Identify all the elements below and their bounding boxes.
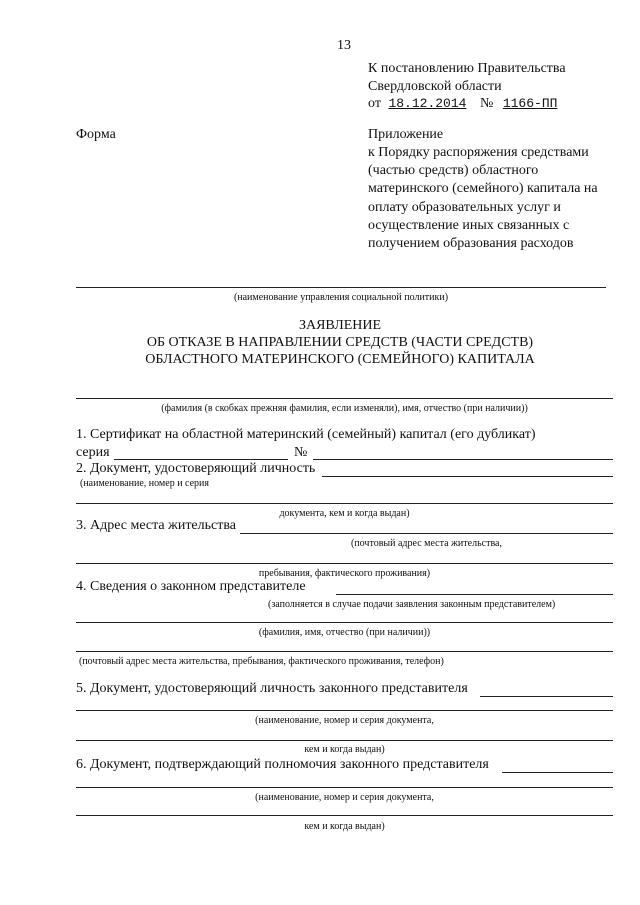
identity-document-caption-2: документа, кем и когда выдан): [279, 508, 410, 519]
address-field[interactable]: [240, 533, 613, 534]
representative-id-caption-2: кем и когда выдан): [304, 744, 385, 755]
series-field[interactable]: [114, 459, 288, 460]
representative-address-field[interactable]: [76, 651, 613, 652]
identity-document-caption-1: (наименование, номер и серия: [80, 478, 209, 489]
series-label: серия: [76, 445, 110, 460]
appendix-line: оплату образовательных услуг и: [368, 199, 561, 215]
authority-document-caption-1: (наименование, номер и серия документа,: [255, 792, 434, 803]
applicant-name-line[interactable]: [76, 398, 613, 399]
representative-id-caption-1: (наименование, номер и серия документа,: [255, 715, 434, 726]
item-3-address: 3. Адрес места жительства: [76, 518, 236, 533]
certificate-number-field[interactable]: [313, 459, 613, 460]
document-title-3: ОБЛАСТНОГО МАТЕРИНСКОГО (СЕМЕЙНОГО) КАПИТАЛА: [145, 352, 535, 367]
representative-field[interactable]: [336, 594, 613, 595]
item-6-authority-document: 6. Документ, подтверждающий полномочия законного представителя: [76, 757, 489, 772]
document-title-1: ЗАЯВЛЕНИЕ: [298, 318, 382, 333]
item-4-legal-representative: 4. Сведения о законном представителе: [76, 579, 306, 594]
identity-document-field[interactable]: [322, 476, 613, 477]
appendix-line: материнского (семейного) капитала на: [368, 181, 598, 197]
representative-name-field[interactable]: [76, 622, 613, 623]
resolution-line-1: К постановлению Правительства: [368, 61, 566, 76]
item-2-identity-document: 2. Документ, удостоверяющий личность: [76, 461, 316, 476]
appendix-text: [368, 144, 598, 253]
org-name-line[interactable]: [76, 287, 606, 288]
authority-document-caption-2: кем и когда выдан): [304, 821, 385, 832]
applicant-name-caption: (фамилия (в скобках прежняя фамилия, если изменяли), имя, отчество (при наличии)): [161, 403, 528, 414]
resolution-number: 1166-ПП: [502, 96, 558, 111]
representative-caption-2: (фамилия, имя, отчество (при наличии)): [258, 627, 431, 638]
representative-id-field[interactable]: [480, 696, 613, 697]
page-number: 13: [337, 38, 351, 53]
document-title-2: ОБ ОТКАЗЕ В НАПРАВЛЕНИИ СРЕДСТВ (ЧАСТИ СРЕДСТВ): [146, 335, 534, 350]
authority-document-field-2[interactable]: [76, 787, 613, 788]
org-name-caption: (наименование управления социальной политики): [233, 292, 449, 303]
representative-caption-1: (заполняется в случае подачи заявления законным представителем): [268, 599, 556, 610]
representative-id-field-2[interactable]: [76, 710, 613, 711]
appendix-line: получением образования расходов: [368, 236, 574, 252]
item-1-certificate: 1. Сертификат на областной материнский (семейный) капитал (его дубликат): [76, 427, 536, 442]
identity-document-field-2[interactable]: [76, 503, 613, 504]
appendix-line: к Порядку распоряжения средствами: [368, 145, 589, 160]
resolution-line-2: Свердловской области: [368, 79, 502, 94]
appendix-line: (частью средств) областного: [368, 163, 539, 179]
date-prefix: от: [368, 96, 381, 111]
appendix-title: Приложение: [368, 127, 444, 142]
number-label: №: [294, 445, 308, 460]
address-caption-2: пребывания, фактического проживания): [258, 568, 431, 579]
resolution-date: 18.12.2014: [388, 96, 467, 111]
representative-id-field-3[interactable]: [76, 740, 613, 741]
address-caption-1: (почтовый адрес места жительства,: [351, 538, 502, 549]
authority-document-field[interactable]: [502, 772, 613, 773]
authority-document-field-3[interactable]: [76, 815, 613, 816]
item-5-representative-id: 5. Документ, удостоверяющий личность законного представителя: [76, 681, 468, 696]
representative-caption-3: (почтовый адрес места жительства, пребывания, фактического проживания, телефон): [79, 656, 444, 667]
appendix-line: осуществление иных связанных с: [368, 217, 570, 233]
address-field-2[interactable]: [76, 563, 613, 564]
form-label: Форма: [76, 127, 116, 142]
resolution-date-line: [368, 96, 557, 112]
number-prefix: №: [479, 96, 494, 111]
